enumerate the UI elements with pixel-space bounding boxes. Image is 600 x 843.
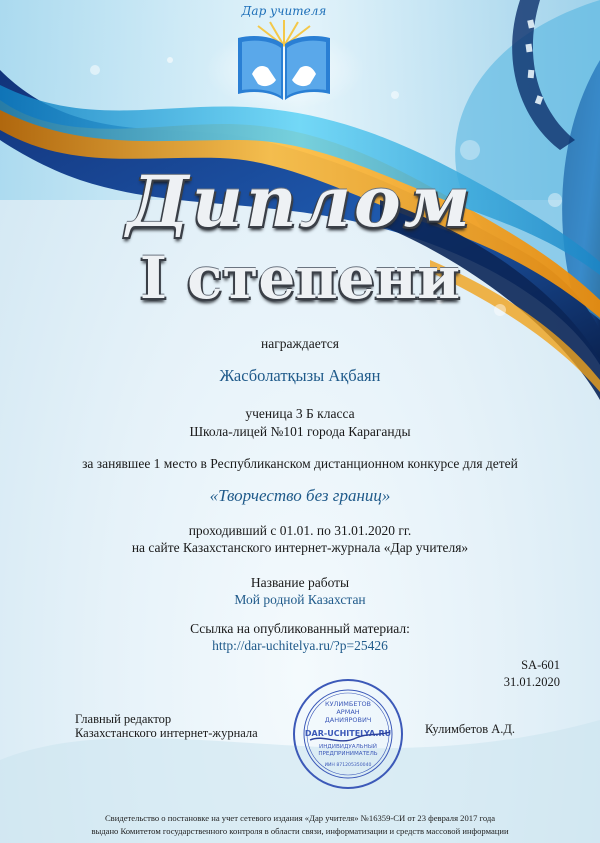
editor-name: Кулимбетов А.Д. [425,722,516,736]
certificate-code: SA-601 [521,658,560,672]
recipient-name: Жасболатқызы Ақбаян [219,366,381,385]
certificate-date: 31.01.2020 [503,675,560,689]
logo [228,4,340,114]
recipient-role: ученица 3 Б класса [245,406,355,421]
diploma-degree: I степени [139,244,461,312]
logo-text: Дар учителя [241,4,327,18]
awarded-label: награждается [261,336,339,351]
achievement-text: за занявшее 1 место в Республиканском дистанционном конкурсе для детей [82,456,518,471]
contest-period: проходивший с 01.01. по 31.01.2020 гг. [188,523,412,538]
official-stamp [290,676,406,792]
work-title: Мой родной Казахстан [234,592,366,607]
recipient-school: Школа-лицей №101 города Караганды [189,424,411,439]
material-link[interactable]: http://dar-uchitelya.ru/?p=25426 [212,638,388,653]
stamp-name-line2: АРМАН [336,708,360,716]
contest-name: «Творчество без границ» [209,486,391,505]
open-book-icon [228,4,340,114]
footer-line2: выдано Комитетом государственного контроля в области связи, информатизации и средств массовой информации [91,826,509,836]
editor-role-line1: Главный редактор [75,712,172,726]
work-label: Название работы [250,575,350,590]
stamp-id: ИИН 871205350040 [324,763,372,768]
link-label: Ссылка на опубликованный материал: [190,621,410,636]
stamp-type-line2: ПРЕДПРИНИМАТЕЛЬ [318,751,378,757]
stamp-name-line1: КУЛИМБЕТОВ [324,700,372,708]
stamp-name-line3: ДАНИЯРОВИЧ [324,716,372,724]
stamp-center: DAR-UCHITELYA.RU [304,729,392,738]
diploma-title: Диплом [126,160,474,243]
editor-role-line2: Казахстанского интернет-журнала [75,726,258,740]
footer-line1: Свидетельство о постановке на учет сетевого издания «Дар учителя» №16359-СИ от 23 февраля 2017 года [104,813,496,823]
contest-site: на сайте Казахстанского интернет-журнала «Дар учителя» [131,540,469,555]
stamp-type-line1: ИНДИВИДУАЛЬНЫЙ [319,744,377,750]
